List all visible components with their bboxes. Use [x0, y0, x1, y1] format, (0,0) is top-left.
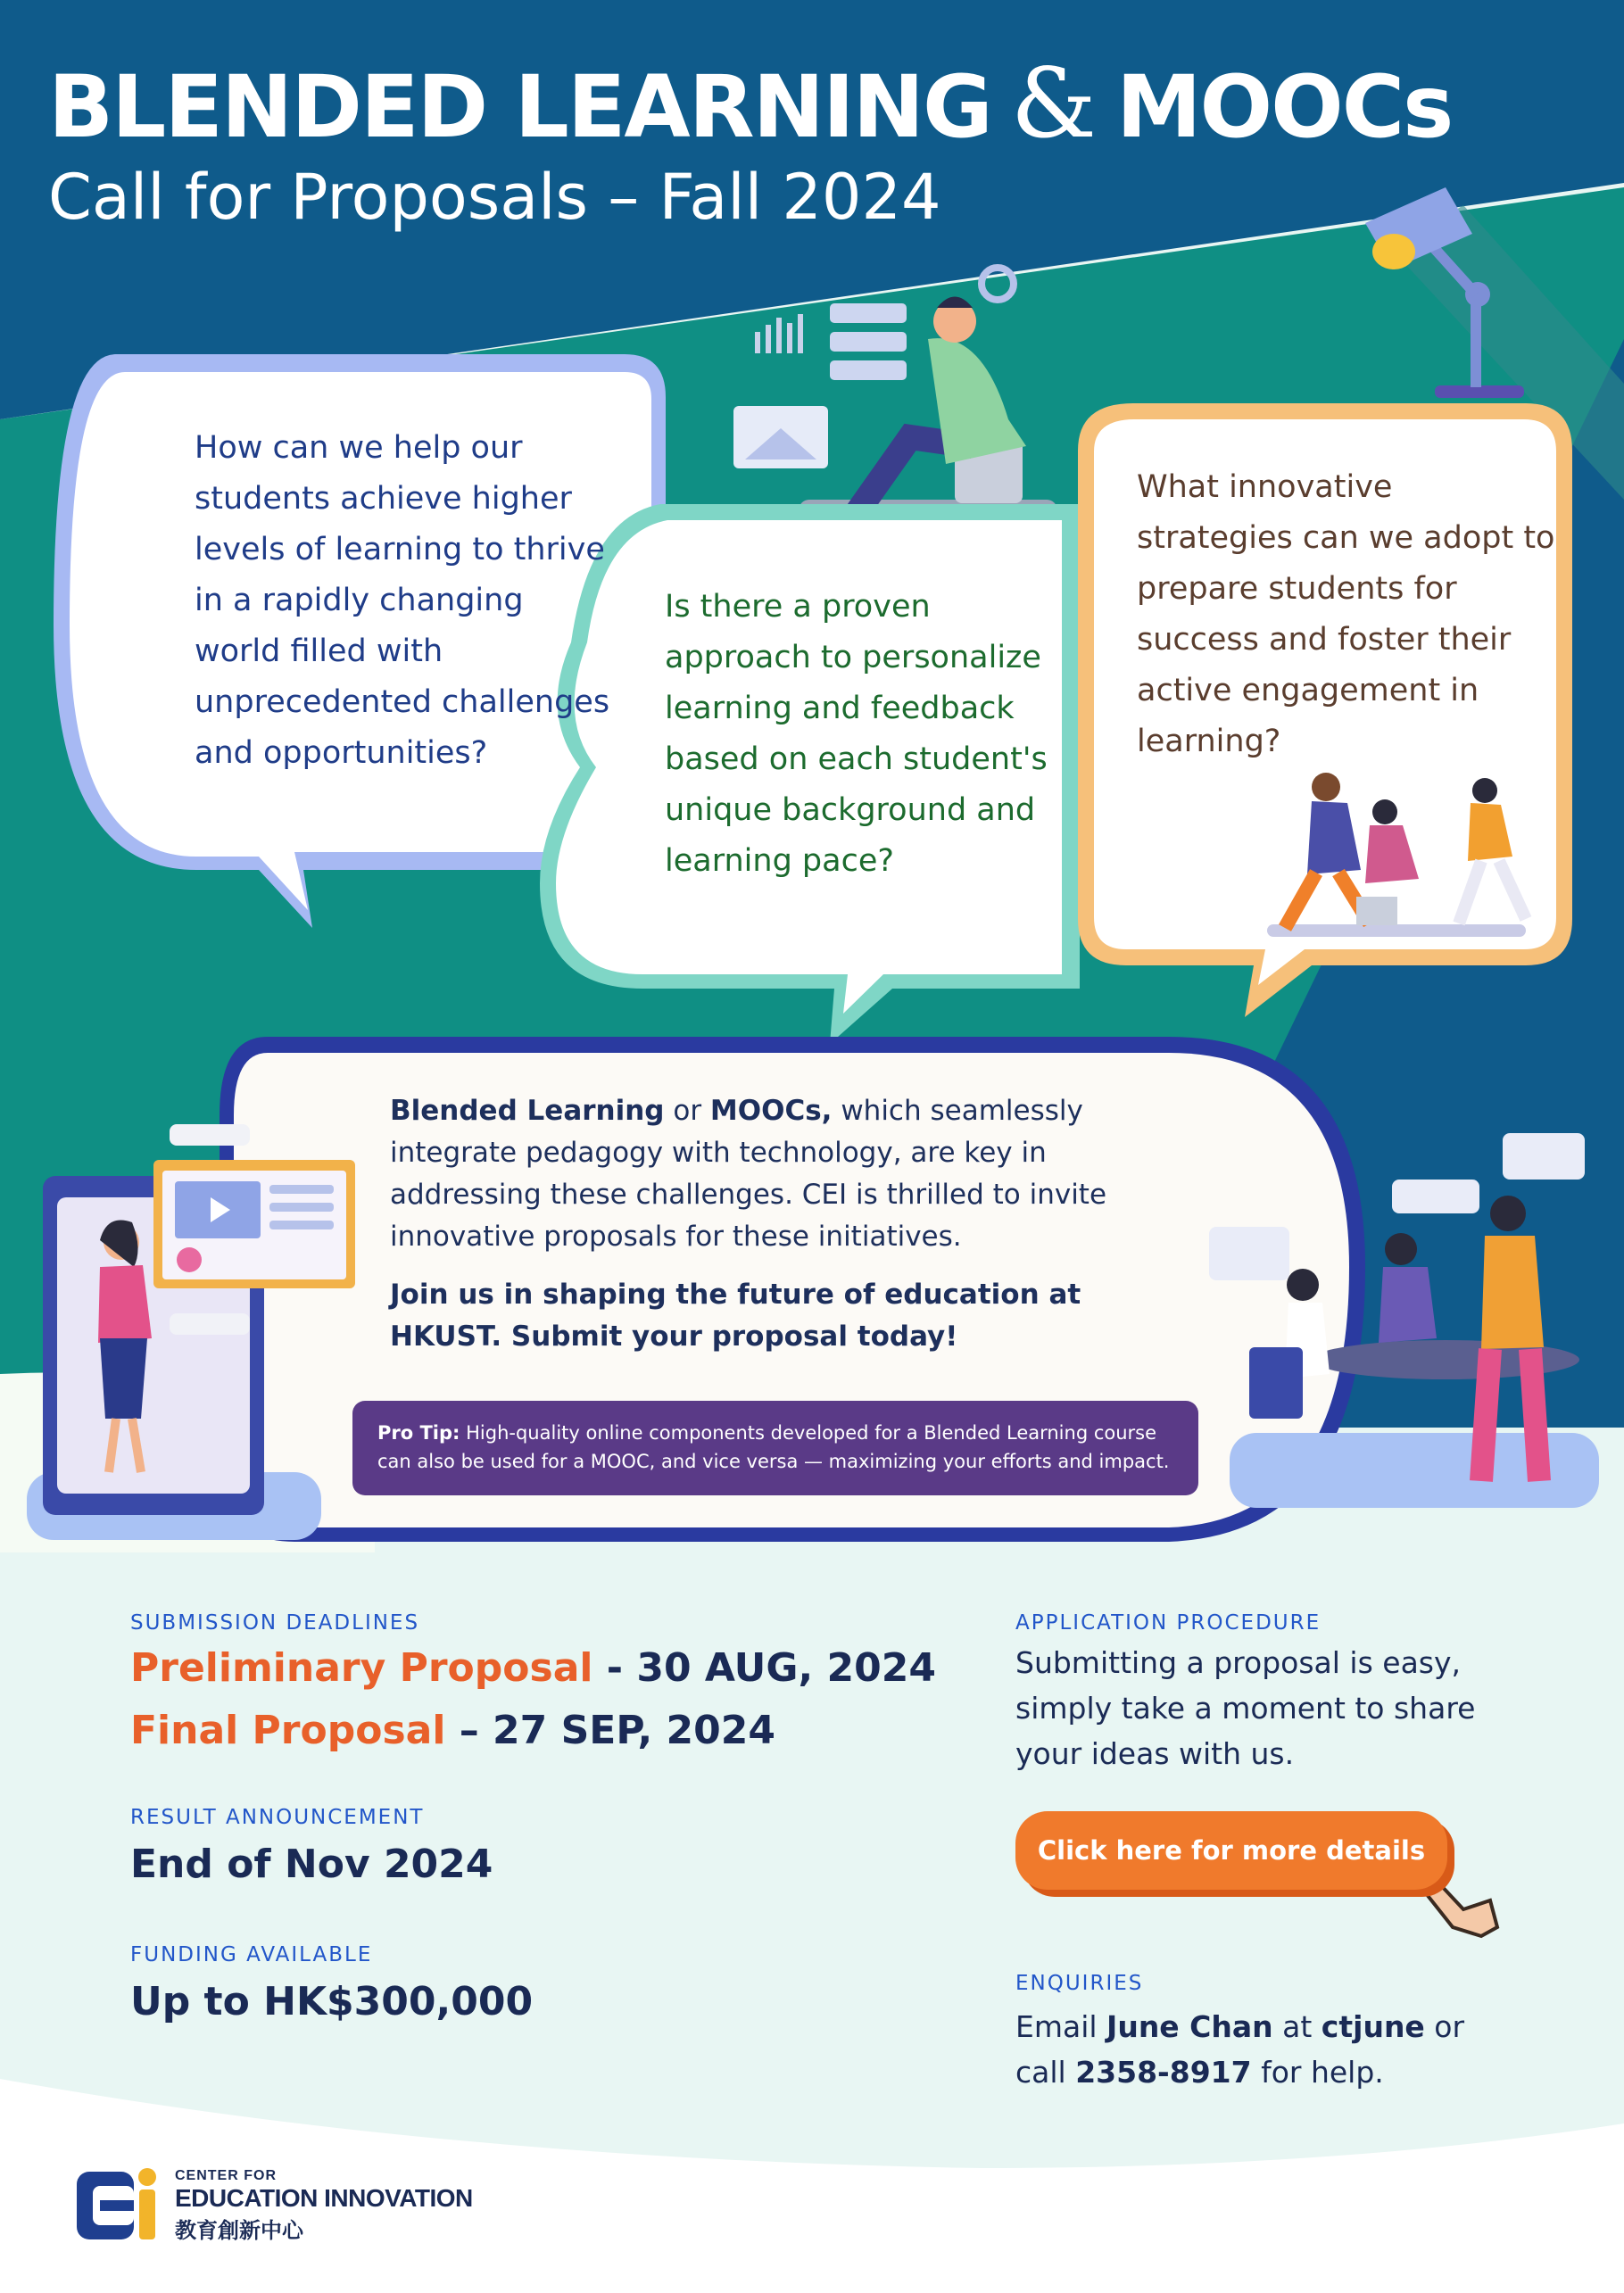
page-subtitle: Call for Proposals – Fall 2024 — [48, 161, 941, 234]
cei-logo-text — [175, 2168, 473, 2244]
intro-message — [390, 1090, 1193, 1358]
more-details-button[interactable]: Click here for more details — [1015, 1811, 1447, 1890]
logo-line-2: EDUCATION INNOVATION — [175, 2184, 473, 2212]
page-title — [48, 48, 1452, 160]
pro-tip-box — [352, 1401, 1198, 1495]
pro-tip-label: Pro Tip: — [377, 1422, 460, 1444]
enquiries-p3: or call — [1015, 2009, 1465, 2090]
preliminary-deadline — [130, 1645, 936, 1691]
enquiries-p2: at — [1272, 2009, 1322, 2044]
intro-rest: which seamlessly integrate pedagogy with technology, are key in addressing these challenges. CEI is thrilled to invite innovative proposals for these initiatives. — [390, 1095, 1107, 1253]
title-ampersand: & — [1010, 48, 1097, 160]
enquiries-p4: for help. — [1251, 2055, 1384, 2090]
preliminary-date: - 30 AUG, 2024 — [592, 1645, 936, 1691]
intro-moocs-term: MOOCs, — [709, 1095, 833, 1127]
enquiries-contact-name: June Chan — [1106, 2009, 1273, 2044]
cei-logo-spacer — [77, 2171, 162, 2242]
enquiries-label: ENQUIRIES — [1015, 1972, 1144, 1995]
logo-line-1: CENTER FOR — [175, 2168, 277, 2183]
question-3-text: What innovative strategies can we adopt to prepare students for success and foster their active engagement in learning? — [1137, 469, 1555, 759]
funding-label: FUNDING AVAILABLE — [130, 1943, 373, 1966]
preliminary-name: Preliminary Proposal — [130, 1645, 593, 1691]
logo-line-3: 教育創新中心 — [175, 2219, 303, 2243]
enquiries-phone[interactable]: 2358-8917 — [1075, 2055, 1252, 2090]
cei-logo — [77, 2168, 473, 2244]
result-label: RESULT ANNOUNCEMENT — [130, 1806, 425, 1829]
deadlines-label: SUBMISSION DEADLINES — [130, 1611, 420, 1635]
enquiries-email[interactable]: ctjune — [1321, 2009, 1425, 2044]
question-1-text: How can we help our students achieve higher levels of learning to thrive in a rapidly changing world filled with unprecedented challenges and opportunities? — [195, 430, 610, 771]
procedure-text: Submitting a proposal is easy, simply take a moment to share your ideas with us. — [1015, 1645, 1476, 1771]
final-deadline — [130, 1708, 775, 1753]
final-date: – 27 SEP, 2024 — [445, 1708, 776, 1753]
title-blended-learning: BLENDED LEARNING — [48, 57, 991, 157]
enquiries-p1: Email — [1015, 2009, 1107, 2044]
enquiries-text — [1015, 2004, 1515, 2095]
intro-join: Join us in shaping the future of education at HKUST. Submit your proposal today! — [390, 1279, 1081, 1353]
intro-bl-term: Blended Learning — [390, 1095, 665, 1127]
funding-value: Up to HK$300,000 — [130, 1979, 534, 2024]
final-name: Final Proposal — [130, 1708, 446, 1753]
question-2-text: Is there a proven approach to personalize learning and feedback based on each student's unique background and learning pace? — [665, 589, 1048, 879]
intro-paragraph — [390, 1090, 1193, 1258]
result-value: End of Nov 2024 — [130, 1842, 493, 1887]
pro-tip-text: High-quality online components developed for a Blended Learning course can also be used for a MOOC, and vice versa — maximizing your efforts and impact. — [377, 1422, 1170, 1472]
procedure-label: APPLICATION PROCEDURE — [1015, 1611, 1322, 1635]
title-moocs: MOOCs — [1115, 57, 1453, 157]
intro-or: or — [664, 1095, 710, 1127]
